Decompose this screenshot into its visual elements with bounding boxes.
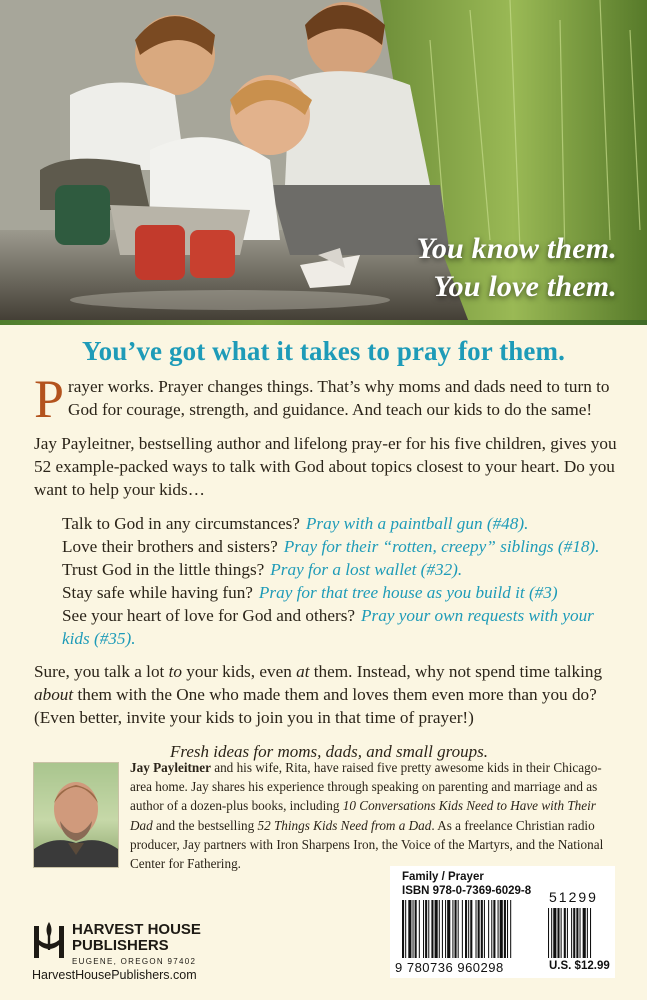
list-item-answer: Pray with a paintball gun (#48). (305, 514, 529, 533)
list-item (62, 581, 624, 604)
headline: You’ve got what it takes to pray for them. (82, 336, 565, 366)
emphasis-at: at (296, 662, 310, 681)
list-item-question: Stay safe while having fun? (62, 583, 253, 602)
list-item (62, 535, 624, 558)
tagline-line-1: You know them. (416, 232, 617, 265)
bio-text: . As a freelance Christian radio producer, Jay partners with Iron Sharpens Iron, the Voice of the Martyrs, and the National Center for Fathering. (130, 817, 604, 872)
closing-text: Sure, you talk a lot (34, 662, 169, 681)
list-item-question: Trust God in the little things? (62, 560, 265, 579)
barcode-price-code: 51299 (549, 889, 598, 905)
prayer-topic-list (62, 512, 624, 650)
publisher-location: EUGENE, OREGON 97402 (72, 957, 197, 966)
intro-text: rayer works. Prayer changes things. That’s why moms and dads need to turn to God for courage, strength, and guidance. And teach our kids to do the same! (68, 377, 610, 419)
barcode-number: 9 780736 960298 (395, 960, 504, 975)
tagline-line-2: You love them. (433, 270, 617, 303)
book-title-2: 52 Things Kids Need from a Dad (257, 817, 432, 833)
list-item (62, 558, 624, 581)
closing-text: them. Instead, why not spend time talking (309, 662, 603, 681)
list-item (62, 604, 624, 650)
closing-text: your kids, even (182, 662, 297, 681)
list-item-answer: Pray for their “rotten, creepy” siblings (#18). (283, 537, 600, 556)
closing-paragraph (34, 660, 624, 729)
list-item-answer: Pray for a lost wallet (#32). (270, 560, 463, 579)
emphasis-to: to (168, 662, 182, 681)
author-bio (130, 758, 620, 873)
publisher-name (72, 922, 201, 954)
list-item-question: Love their brothers and sisters? (62, 537, 278, 556)
barcode-panel (390, 866, 615, 978)
cover-photo (0, 0, 647, 325)
publisher-line-1: HARVEST HOUSE (72, 921, 201, 938)
author-photo (33, 762, 119, 868)
author-name: Jay Payleitner (130, 760, 211, 775)
photo-bottom-strip (0, 320, 647, 325)
description-body (34, 369, 624, 763)
second-paragraph: Jay Payleitner, bestselling author and lifelong pray-er for his five children, gives you 52 example-packed ways to talk with God about topics closest to your heart. Do you want to help your kids… (34, 434, 617, 499)
list-item-question: See your heart of love for God and others? (62, 606, 356, 625)
drop-cap: P (34, 369, 65, 429)
barcode-isbn: ISBN 978-0-7369-6029-8 (402, 885, 532, 897)
list-item-answer: Pray for that tree house as you build it (#3) (258, 583, 558, 602)
harvest-house-logo-icon (32, 920, 66, 962)
emphasis-about: about (34, 685, 74, 704)
barcode-price: U.S. $12.99 (549, 960, 610, 972)
author-portrait-art (34, 763, 118, 867)
list-item-question: Talk to God in any circumstances? (62, 514, 300, 533)
barcode-category: Family / Prayer (402, 871, 484, 883)
list-item-answer: Pray your own requests with your kids (#35). (62, 606, 594, 648)
audience-line: Fresh ideas for moms, dads, and small groups. (170, 742, 488, 761)
publisher-line-2: PUBLISHERS (72, 937, 169, 954)
book-title-1: 10 Conversations Kids Need to Have with Their Dad (130, 798, 596, 833)
list-item (62, 512, 624, 535)
intro-paragraph (34, 369, 624, 429)
bio-text: and his wife, Rita, have raised five pretty awesome kids in their Chicago-area home. Jay shares his experience through speaking on parenting and marriage and as author of a dozen-plus books, including (130, 760, 602, 814)
publisher-url: HarvestHousePublishers.com (32, 968, 197, 982)
closing-text: them with the One who made them and loves them even more than you do? (Even better, invite your kids to join you in that time of prayer!) (34, 685, 597, 727)
bio-text: and the bestselling (152, 817, 258, 833)
